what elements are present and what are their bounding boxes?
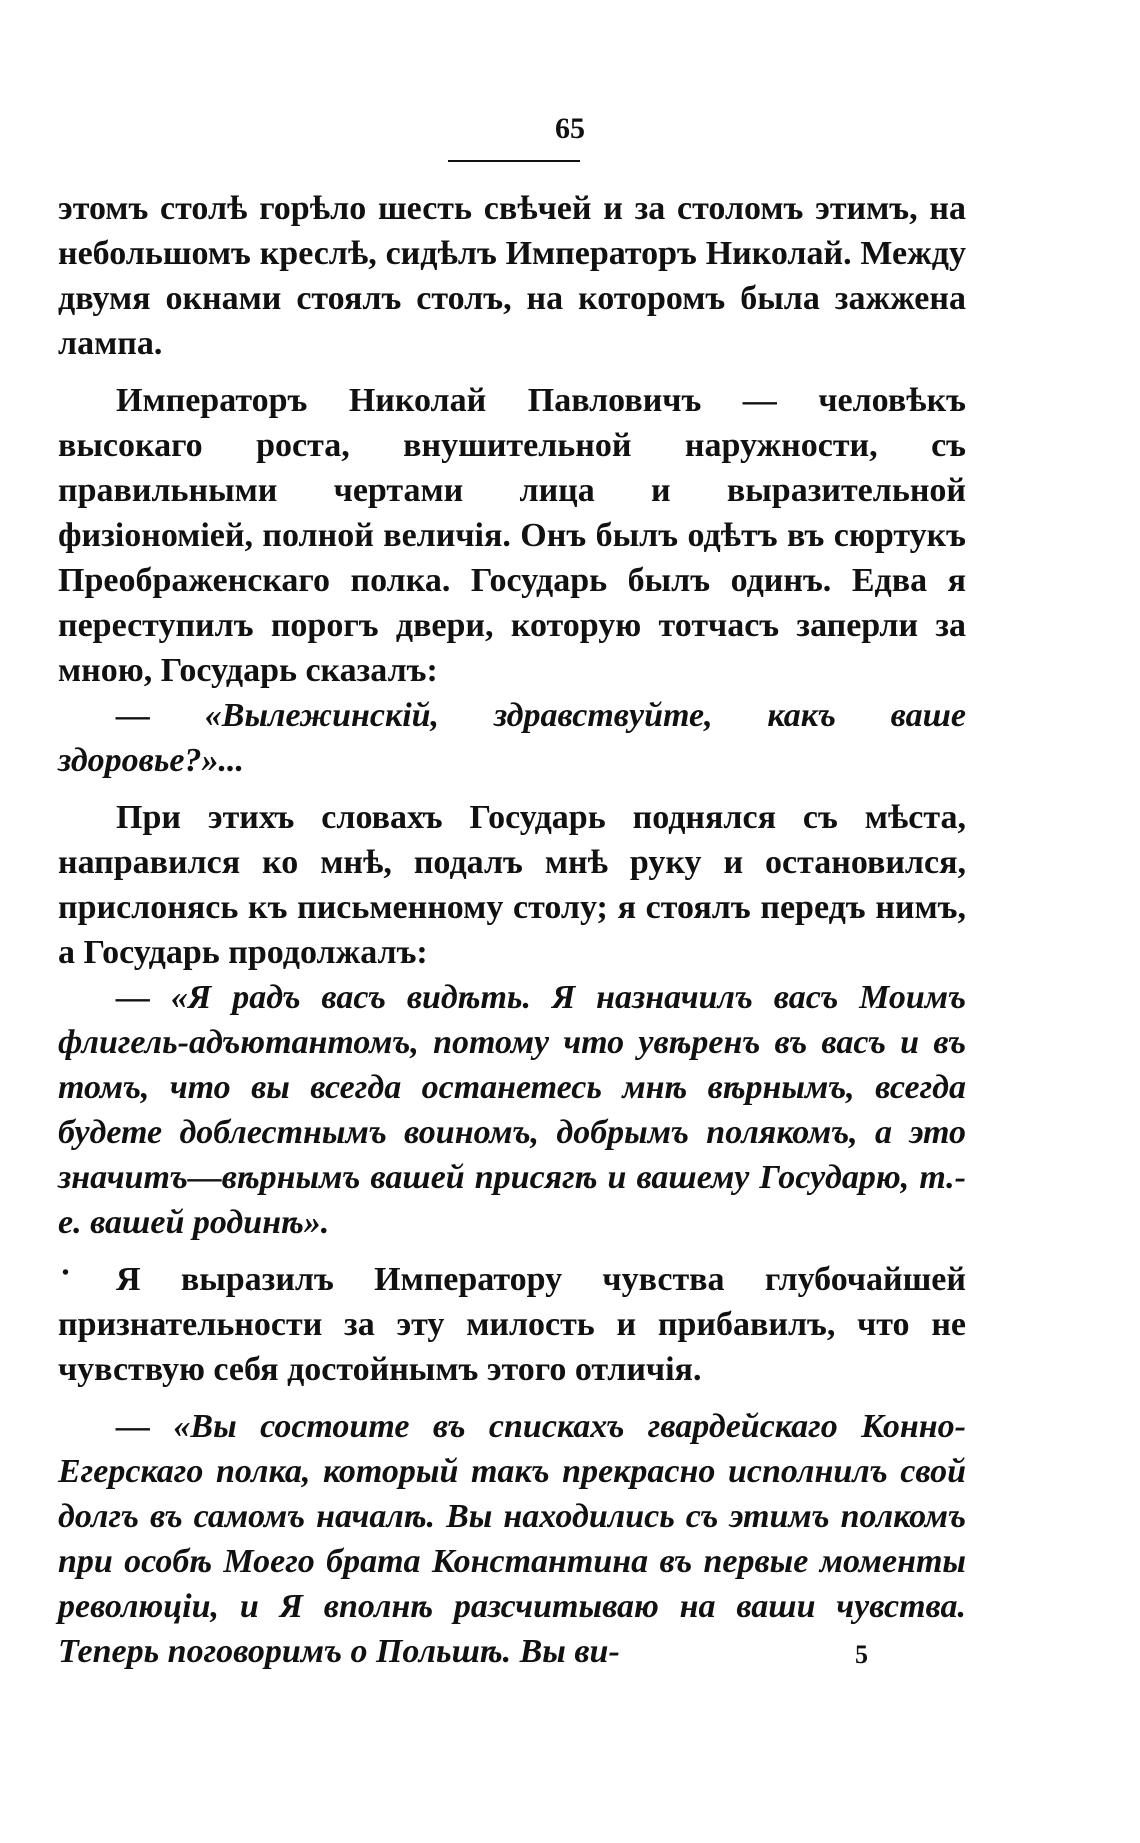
paragraph-2: Императоръ Николай Павловичъ — человѣкъ высокаго роста, внушительной наружности, съ правильными чертами лица и выразительной физіономіей, полной величія. Онъ былъ одѣтъ въ сюртукъ Преображенскаго полка. Государь былъ одинъ. Едва я переступилъ порогъ двери, которую тотчасъ заперли за мною, Государь сказалъ: <box>58 382 966 689</box>
page-number: 65 <box>555 112 585 145</box>
paragraph-3: При этихъ словахъ Государь поднялся съ мѣста, направился ко мнѣ, подалъ мнѣ руку и остановился, прислонясь къ письменному столу; я стоялъ передъ нимъ, а Государь продолжалъ: <box>58 799 966 971</box>
quote-2: — «Я радъ васъ видѣть. Я назначилъ васъ Моимъ флигель-адъютантомъ, потому что увѣренъ въ васъ и въ томъ, что вы всегда останетесь мнѣ вѣрнымъ, всегда будете доблестнымъ воиномъ, добрымъ полякомъ, а это значитъ—вѣрнымъ вашей присягѣ и вашему Государю, т.-е. вашей родинѣ». <box>58 979 966 1241</box>
header-rule <box>448 160 580 162</box>
quote-1: — «Вылежинскій, здравствуйте, какъ ваше здоровье?»... <box>58 697 966 779</box>
stray-mark: • <box>62 1262 70 1284</box>
body-text <box>58 186 966 1674</box>
paragraph-1: этомъ столѣ горѣло шесть свѣчей и за столомъ этимъ, на небольшомъ креслѣ, сидѣлъ Императоръ Николай. Между двумя окнами стоялъ столъ, на которомъ была зажжена лампа. <box>58 190 966 362</box>
paragraph-4: Я выразилъ Императору чувства глубочайшей признательности за эту милость и прибавилъ, что не чувствую себя достойнымъ этого отличія. <box>58 1261 966 1388</box>
signature-mark: 5 <box>855 1640 868 1669</box>
quote-3: — «Вы состоите въ спискахъ гвардейскаго Конно-Егерскаго полка, который такъ прекрасно исполнилъ свой долгъ въ самомъ началѣ. Вы находились съ этимъ полкомъ при особѣ Моего брата Константина въ первые моменты революціи, и Я вполнѣ разсчитываю на ваши чувства. Теперь поговоримъ о Польшѣ. Вы ви- <box>58 1408 966 1670</box>
